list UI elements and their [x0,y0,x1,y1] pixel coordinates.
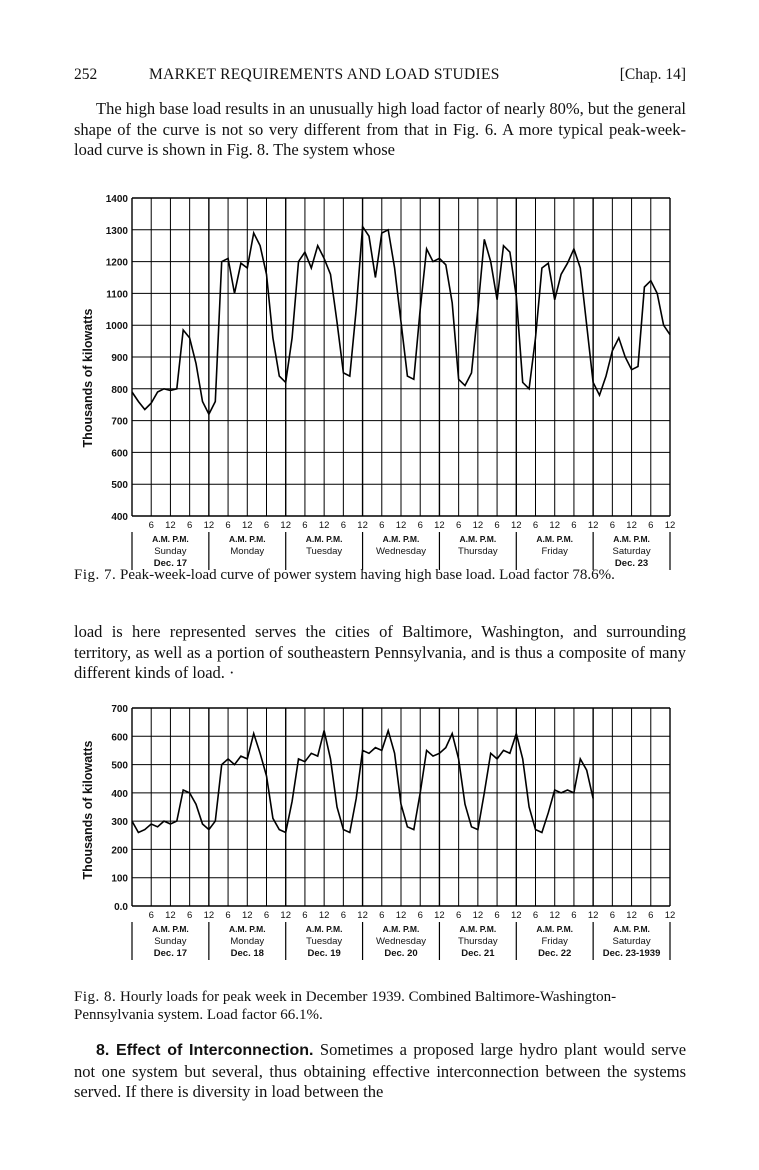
day-ampm-label: A.M. P.M. [536,924,574,934]
day-ampm-label: A.M. P.M. [152,534,189,544]
y-tick-label: 1200 [105,257,128,269]
fig8-caption-text: Hourly loads for peak week in December 1939. Combined Baltimore-Washington-Pennsylvania system. Load factor 66.1%. [74,989,617,1023]
fig8-caption-block [74,988,686,1024]
day-date-label: Dec. 20 [384,948,418,959]
x-tick-label: 12 [395,520,407,531]
x-tick-label: 12 [203,520,215,531]
day-date-label: Dec. 23 [614,558,649,569]
day-date-label: Dec. 18 [230,948,264,959]
page-number: 252 [74,66,98,83]
x-tick-label: 6 [186,910,193,921]
fig7-chart [70,178,690,569]
day-name-label: Monday [230,936,265,947]
day-date-label: Dec. 19 [307,948,341,959]
fig7-y-tick-labels [106,194,129,523]
day-ampm-label: A.M. P.M. [613,924,650,934]
day-ampm-label: A.M. P.M. [305,534,343,544]
fig7-y-axis-label: Thousands of kilowatts [81,308,95,448]
day-ampm-label: A.M. P.M. [228,924,266,934]
x-tick-label: 6 [263,520,270,531]
y-tick-label: 0.0 [114,902,128,913]
x-tick-label: 12 [664,910,676,921]
day-ampm-label: A.M. P.M. [228,534,266,544]
y-tick-label: 400 [111,512,128,523]
x-tick-label: 6 [455,520,462,531]
fig7-x-tick-labels [149,520,676,531]
fig8-y-tick-labels [111,704,128,913]
x-tick-label: 12 [510,520,522,531]
x-tick-label: 12 [241,520,253,531]
x-tick-label: 12 [510,910,522,921]
day-name-label: Monday [230,546,265,557]
chapter-label: [Chap. 14] [619,66,686,83]
x-tick-label: 6 [225,910,231,921]
fig8-caption-label: Fig. 8. [74,989,117,1005]
x-tick-label: 6 [263,910,270,921]
day-name-label: Sunday [154,936,187,947]
x-tick-label: 12 [280,910,292,921]
day-date-label: Dec. 22 [538,948,572,959]
y-tick-label: 500 [111,480,128,492]
x-tick-label: 6 [571,520,577,531]
section-8 [74,1040,686,1103]
x-tick-label: 6 [532,520,539,531]
x-tick-label: 6 [609,520,616,531]
x-tick-label: 6 [494,910,500,921]
x-tick-label: 12 [318,910,330,921]
day-ampm-label: A.M. P.M. [152,924,189,934]
x-tick-label: 6 [648,910,654,921]
x-tick-label: 6 [148,910,154,921]
section-heading: 8. Effect of Interconnection. [96,1042,314,1059]
x-tick-label: 6 [417,520,423,531]
x-tick-label: 12 [549,520,561,531]
day-name-label: Saturday [612,546,651,557]
x-tick-label: 6 [609,910,616,921]
x-tick-label: 12 [472,520,484,531]
x-tick-label: 6 [532,910,539,921]
y-tick-label: 400 [111,788,128,800]
x-tick-label: 12 [165,520,176,531]
x-tick-label: 12 [203,910,215,921]
x-tick-label: 6 [379,520,385,531]
y-tick-label: 500 [111,760,128,772]
day-name-label: Tuesday [306,546,343,557]
x-tick-label: 12 [549,910,561,921]
fig7-grid [132,198,670,516]
fig7-day-labels [132,532,670,570]
x-tick-label: 12 [395,910,407,921]
x-tick-label: 6 [571,910,577,921]
x-tick-label: 12 [357,520,368,531]
x-tick-label: 6 [340,910,347,921]
day-name-label: Friday [541,546,568,557]
day-name-label: Thursday [458,546,498,557]
x-tick-label: 12 [357,910,368,921]
fig8-chart [70,700,690,980]
running-title: MARKET REQUIREMENTS AND LOAD STUDIES [149,66,500,83]
day-ampm-label: A.M. P.M. [382,534,420,544]
x-tick-label: 12 [280,520,292,531]
day-name-label: Saturday [612,936,651,947]
day-name-label: Wednesday [376,936,426,947]
y-tick-label: 100 [111,873,128,885]
x-tick-label: 12 [318,520,330,531]
y-tick-label: 1300 [105,225,128,237]
y-tick-label: 1100 [106,289,128,301]
day-name-label: Thursday [458,936,498,947]
y-tick-label: 600 [111,448,128,460]
y-tick-label: 800 [111,384,128,396]
day-date-label: Dec. 17 [153,948,188,959]
x-tick-label: 6 [302,910,308,921]
x-tick-label: 6 [340,520,347,531]
day-date-label: Dec. 21 [461,948,495,959]
fig8-y-axis-label: Thousands of kilowatts [81,740,95,880]
y-tick-label: 1400 [105,194,128,205]
x-tick-label: 12 [587,520,599,531]
x-tick-label: 6 [225,520,231,531]
day-date-label: Dec. 17 [153,558,188,569]
day-ampm-label: A.M. P.M. [382,924,420,934]
y-tick-label: 600 [111,732,128,744]
day-date-label: Dec. 23-1939 [602,948,661,959]
x-tick-label: 6 [455,910,462,921]
section-text: Sometimes a proposed large hydro plant would serve not one system but several, thus obtaining effective interconnection between the systems served. If there is diversity in load between the [74,1040,687,1101]
y-tick-label: 1000 [105,321,128,333]
day-name-label: Tuesday [306,936,343,947]
x-tick-label: 6 [494,520,500,531]
x-tick-label: 6 [379,910,385,921]
x-tick-label: 12 [241,910,253,921]
x-tick-label: 6 [148,520,154,531]
day-name-label: Wednesday [376,546,426,557]
x-tick-label: 12 [165,910,176,921]
paragraph-intro: The high base load results in an unusually high load factor of nearly 80%, but the general shape of the curve is not so very different from that in Fig. 6. A more typical peak-week-load curve is shown in Fig. 8. The system whose [74,99,686,159]
x-tick-label: 12 [472,910,484,921]
paragraph-load: load is here represented serves the cities of Baltimore, Washington, and surrounding territory, as well as a portion of southeastern Pennsylvania, and is thus a composite of many different kinds of load. · [74,622,686,682]
x-tick-label: 6 [186,520,193,531]
x-tick-label: 12 [626,520,637,531]
running-header [74,66,686,88]
day-ampm-label: A.M. P.M. [459,534,497,544]
day-ampm-label: A.M. P.M. [536,534,574,544]
x-tick-label: 6 [648,520,654,531]
x-tick-label: 12 [626,910,637,921]
x-tick-label: 6 [302,520,308,531]
x-tick-label: 12 [434,520,445,531]
x-tick-label: 12 [664,520,676,531]
fig7-caption-text: Peak-week-load curve of power system having high base load. Load factor 78.6%. [120,567,615,583]
y-tick-label: 700 [111,416,128,428]
fig7-caption-label: Fig. 7. [74,567,117,583]
day-ampm-label: A.M. P.M. [613,534,650,544]
y-tick-label: 200 [111,845,128,857]
y-tick-label: 900 [111,353,128,364]
fig7-caption-block [74,566,686,584]
day-name-label: Friday [541,936,568,947]
y-tick-label: 300 [111,817,128,829]
fig8-x-tick-labels [149,910,676,921]
x-tick-label: 12 [587,910,599,921]
day-name-label: Sunday [154,546,187,557]
x-tick-label: 12 [434,910,445,921]
x-tick-label: 6 [417,910,423,921]
fig8-day-labels [132,922,670,960]
day-ampm-label: A.M. P.M. [305,924,343,934]
day-ampm-label: A.M. P.M. [459,924,497,934]
y-tick-label: 700 [111,704,128,715]
